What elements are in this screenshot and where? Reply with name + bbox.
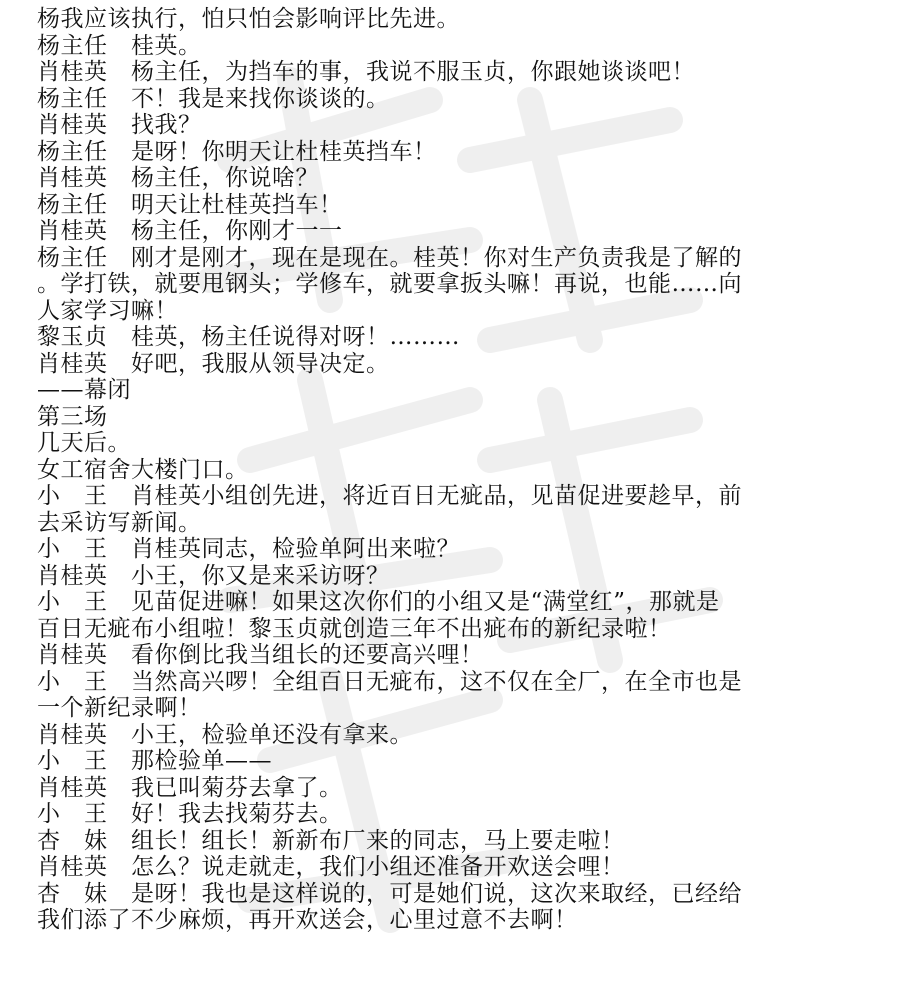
script-line: 肖桂英 我已叫菊芬去拿了。 (37, 774, 343, 801)
script-line: 肖桂英 小王，检验单还没有拿来。 (37, 721, 413, 748)
script-line: 去采访写新闻。 (37, 509, 202, 536)
script-page (37, 6, 877, 934)
script-line: 小 王 肖桂英同志，检验单阿出来啦？ (37, 536, 460, 562)
script-line: 杨我应该执行，怕只怕会影响评比先进。 (37, 6, 460, 32)
script-line: 小 王 那检验单—— (37, 748, 272, 774)
script-line: 女工宿舍大楼门口。 (37, 456, 249, 483)
script-line: 肖桂英 怎么？说走就走，我们小组还准备开欢送会哩！ (37, 854, 625, 880)
script-line: 杨主任 不！我是来找你谈谈的。 (37, 85, 390, 112)
script-line: 肖桂英 杨主任，你说啥？ (37, 165, 319, 191)
script-line: 第三场 (37, 403, 108, 430)
script-line: 杨主任 明天让杜桂英挡车！ (37, 191, 343, 218)
script-line: 黎玉贞 桂英，杨主任说得对呀！……… (37, 324, 460, 350)
script-line: 肖桂英 找我？ (37, 112, 202, 138)
script-line: 小 王 当然高兴啰！全组百日无疵布，这不仅在全厂，在全市也是 (37, 668, 742, 695)
script-line: 杨主任 刚才是刚才，现在是现在。桂英！你对生产负责我是了解的 (37, 244, 742, 271)
script-line: 杨主任 桂英。 (37, 32, 202, 59)
script-line: 杨主任 是呀！你明天让杜桂英挡车！ (37, 138, 437, 165)
script-line: 小 王 见苗促进嘛！如果这次你们的小组又是“满堂红”，那就是 (37, 589, 720, 615)
script-line: 肖桂英 杨主任，你刚才一一 (37, 218, 343, 244)
script-line: 。学打铁，就要甩钢头；学修车，就要拿扳头嘛！再说，也能……向 (37, 271, 742, 297)
script-line: 我们添了不少麻烦，再开欢送会，心里过意不去啊！ (37, 907, 578, 933)
script-line: 肖桂英 看你倒比我当组长的还要高兴哩！ (37, 642, 484, 668)
script-line: 人家学习嘛！ (37, 297, 178, 324)
script-line: 小 王 好！我去找菊芬去。 (37, 801, 343, 827)
script-line: 肖桂英 好吧，我服从领导决定。 (37, 350, 390, 377)
script-line: 百日无疵布小组啦！黎玉贞就创造三年不出疵布的新纪录啦！ (37, 615, 672, 642)
script-line: 一个新纪录啊！ (37, 695, 202, 721)
script-line: 肖桂英 小王，你又是来采访呀？ (37, 562, 390, 589)
script-line: 杏 妹 是呀！我也是这样说的，可是她们说，这次来取经，已经给 (37, 880, 742, 907)
script-line: 小 王 肖桂英小组创先进，将近百日无疵品，见苗促进要趁早，前 (37, 483, 742, 509)
script-line: 杏 妹 组长！组长！新新布厂来的同志，马上要走啦！ (37, 827, 625, 854)
script-line: 肖桂英 杨主任，为挡车的事，我说不服玉贞，你跟她谈谈吧！ (37, 59, 695, 85)
script-line: 几天后。 (37, 430, 131, 456)
script-line: ——幕闭 (37, 377, 131, 403)
